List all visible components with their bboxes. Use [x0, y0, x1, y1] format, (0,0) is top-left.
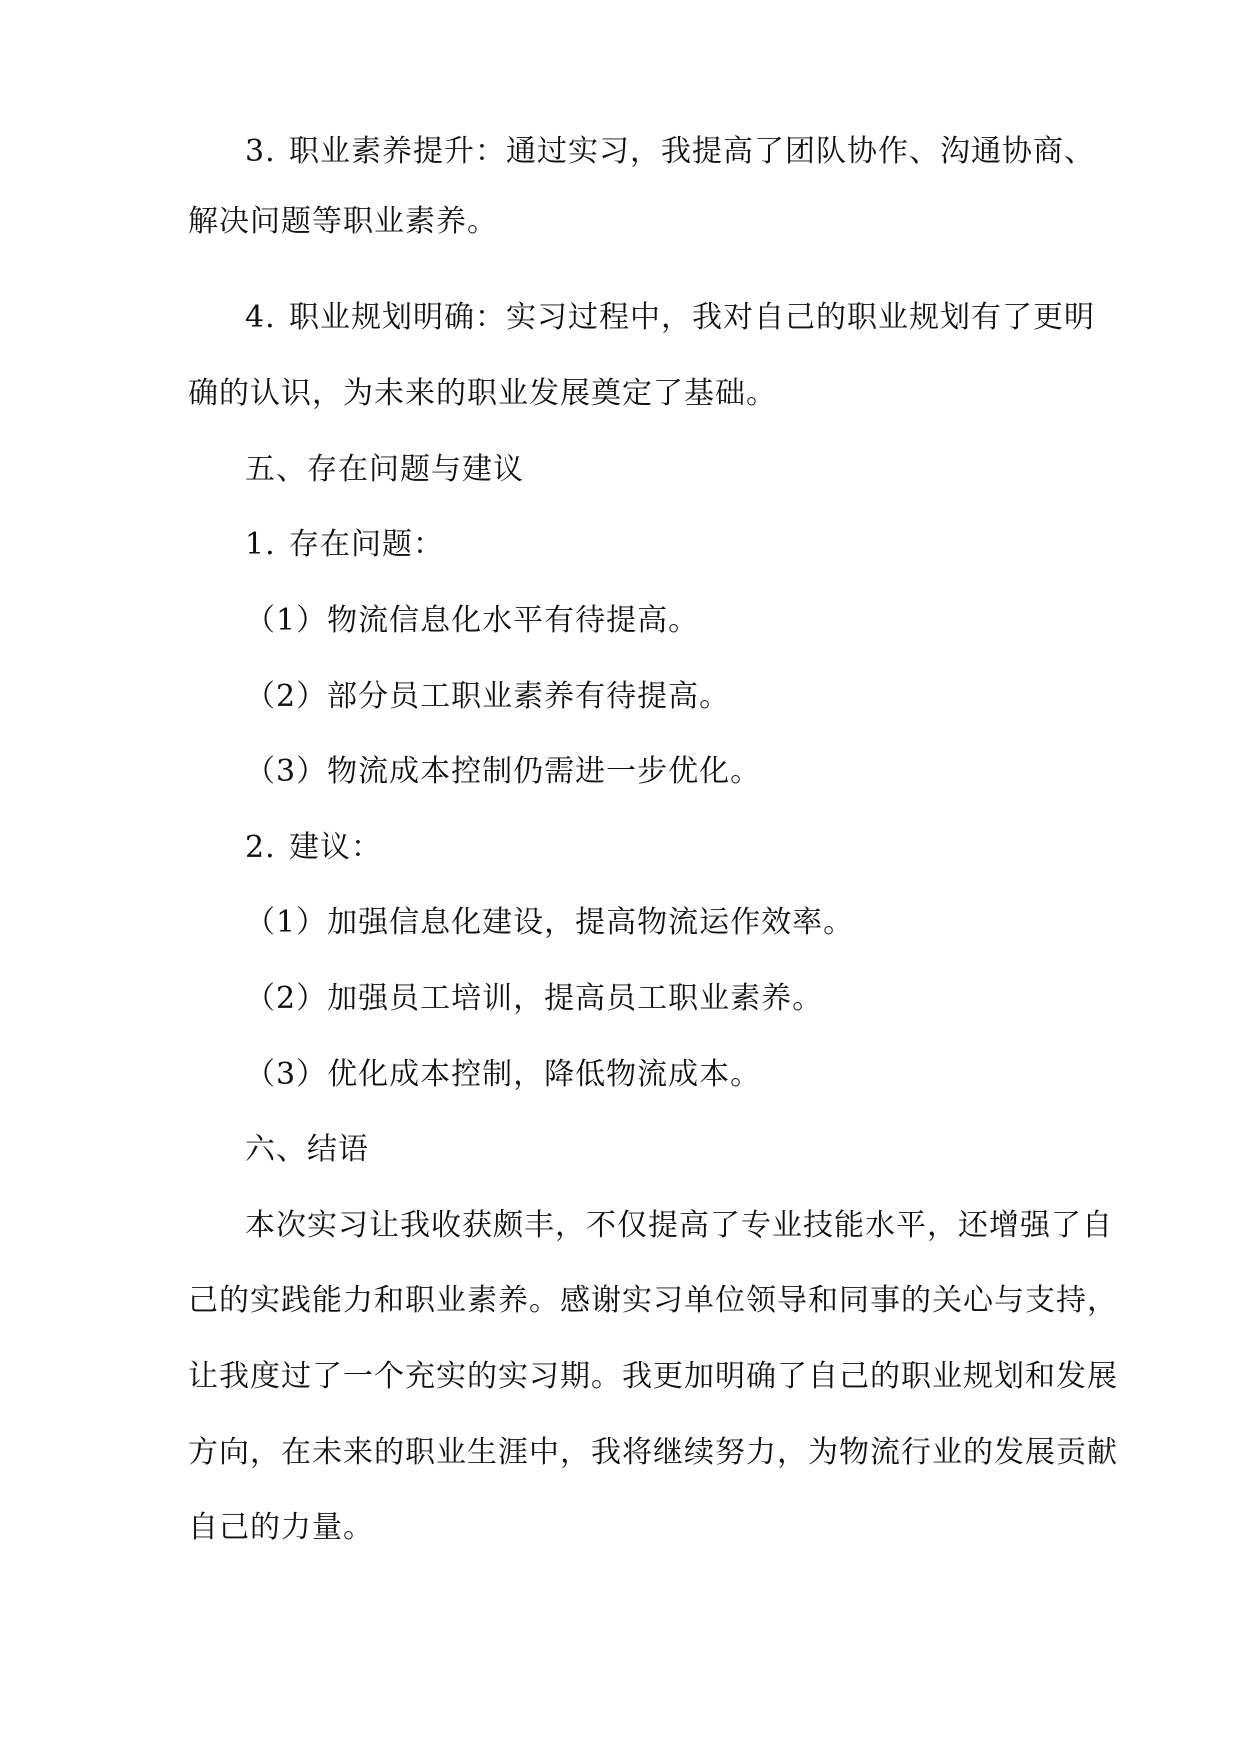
conclusion-line-5: 自己的力量。: [188, 1510, 374, 1545]
item-3-text: 职业素养提升：通过实习，我提高了团队协作、沟通协商、: [289, 134, 1095, 169]
suggestion-item-3: （3）优化成本控制，降低物流成本。: [245, 1057, 762, 1092]
item-3-number: 3.: [245, 134, 276, 169]
suggestion-item-1: （1）加强信息化建设，提高物流运作效率。: [245, 905, 855, 940]
problems-label-line: [245, 525, 444, 565]
problem-item-3: （3）物流成本控制仍需进一步优化。: [245, 754, 762, 789]
item-4-text: 职业规划明确：实习过程中，我对自己的职业规划有了更明: [289, 300, 1095, 335]
item-3-line-1: [245, 132, 1095, 172]
section-6-heading: 六、结语: [245, 1132, 369, 1167]
section-5-heading: 五、存在问题与建议: [245, 452, 524, 487]
problem-item-2: （2）部分员工职业素养有待提高。: [245, 679, 731, 714]
item-4-line-1: [245, 298, 1095, 338]
conclusion-line-4: 方向，在未来的职业生涯中，我将继续努力，为物流行业的发展贡献: [188, 1435, 1118, 1470]
problems-number: 1.: [245, 527, 276, 562]
problems-label: 存在问题：: [289, 527, 444, 562]
item-4-number: 4.: [245, 300, 276, 335]
conclusion-line-1: 本次实习让我收获颇丰，不仅提高了专业技能水平，还增强了自: [245, 1208, 1113, 1243]
suggestions-label: 建议：: [289, 830, 382, 865]
conclusion-line-2: 己的实践能力和职业素养。感谢实习单位领导和同事的关心与支持，: [188, 1283, 1118, 1318]
suggestion-item-2: （2）加强员工培训，提高员工职业素养。: [245, 981, 824, 1016]
suggestions-number: 2.: [245, 830, 276, 865]
item-4-line-2: 确的认识，为未来的职业发展奠定了基础。: [188, 376, 777, 411]
conclusion-line-3: 让我度过了一个充实的实习期。我更加明确了自己的职业规划和发展: [188, 1359, 1118, 1394]
item-3-line-2: 解决问题等职业素养。: [188, 204, 498, 239]
problem-item-1: （1）物流信息化水平有待提高。: [245, 603, 700, 638]
suggestions-label-line: [245, 828, 382, 868]
